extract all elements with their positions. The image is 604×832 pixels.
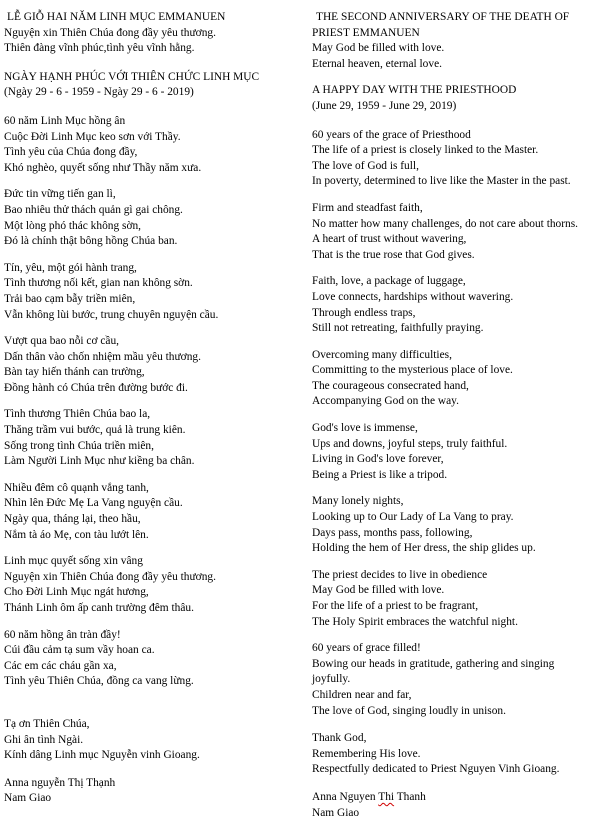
en-heading-dates: (June 29, 1959 - June 29, 2019): [312, 99, 457, 112]
verse-line: Days pass, months pass, following,: [312, 526, 473, 539]
verse-line: Tình thương Thiên Chúa bao la,: [4, 408, 151, 421]
verse-line: Bàn tay hiến thánh can trường,: [4, 366, 145, 379]
verse-line: Being a Priest is like a tripod.: [312, 468, 448, 481]
en-stanza-2: [312, 201, 600, 263]
verse-line: Kính dâng Linh mục Nguyễn vinh Gioang.: [4, 749, 200, 762]
en-title-line: PRIEST EMMANUEN: [312, 26, 420, 39]
verse-line: Still not retreating, faithfully praying.: [312, 322, 484, 335]
verse-line: Firm and steadfast faith,: [312, 201, 423, 214]
vi-title-block: [4, 10, 300, 57]
en-stanza-8: [312, 641, 600, 719]
verse-line: Respectfully dedicated to Priest Nguyen Vinh Gioang.: [312, 763, 560, 776]
en-stanza-4: [312, 348, 600, 410]
verse-line: Overcoming many difficulties,: [312, 348, 452, 361]
vi-heading-dates: (Ngày 29 - 6 - 1959 - Ngày 29 - 6 - 2019): [4, 86, 194, 99]
verse-line: Làm Người Linh Mục như kiềng ba chân.: [4, 455, 195, 468]
en-stanza-7: [312, 568, 600, 630]
english-column: [312, 10, 600, 832]
vi-dedication: [4, 717, 300, 764]
en-stanza-1: [312, 128, 600, 190]
vi-stanza-3: [4, 261, 300, 323]
verse-line: Thăng trầm vui bước, quả là trung kiên.: [4, 424, 186, 437]
verse-line: Through endless traps,: [312, 306, 416, 319]
verse-line: Tình thương nối kết, gian nan không sờn.: [4, 277, 193, 290]
verse-line: Nắm tà áo Mẹ, con tàu lướt lên.: [4, 528, 149, 541]
verse-line: Thank God,: [312, 732, 367, 745]
verse-line: A heart of trust without wavering,: [312, 233, 467, 246]
vi-stanza-7: [4, 554, 300, 616]
verse-line: Dấn thân vào chốn nhiệm mầu yêu thương.: [4, 350, 201, 363]
verse-line: The love of God, singing loudly in unison.: [312, 704, 506, 717]
verse-line: May God be filled with love.: [312, 584, 445, 597]
verse-line: For the life of a priest to be fragrant,: [312, 600, 479, 612]
author-name: Anna Nguyen Thi Thanh: [312, 790, 426, 803]
verse-line: Tín, yêu, một gói hành trang,: [4, 261, 137, 274]
vi-title: LỄ GIỖ HAI NĂM LINH MỤC EMMANUEN: [7, 11, 226, 23]
author-pen-name: Nam Giao: [4, 792, 52, 805]
en-signature: [312, 790, 600, 821]
en-title-line: May God be filled with love.: [312, 42, 445, 55]
verse-line: Committing to the mysterious place of love.: [312, 364, 513, 377]
verse-line: Tình yêu Thiên Chúa, đồng ca vang lừng.: [4, 675, 194, 688]
verse-line: Các em các cháu gần xa,: [4, 659, 117, 672]
verse-line: Remembering His love.: [312, 747, 421, 760]
en-title: THE SECOND ANNIVERSARY OF THE DEATH OF: [316, 11, 570, 23]
vi-heading: [4, 70, 300, 101]
verse-line: The life of a priest is closely linked to the Master.: [312, 144, 539, 157]
en-title-block: [312, 10, 600, 72]
verse-line: No matter how many challenges, do not care about thorns.: [312, 217, 579, 230]
verse-line: Nguyện xin Thiên Chúa đong đầy yêu thương.: [4, 570, 216, 583]
verse-line: Bowing our heads in gratitude, gathering and singing: [312, 657, 555, 670]
verse-line: Cuộc Đời Linh Mục keo sơn với Thầy.: [4, 130, 181, 143]
vi-title-line: Nguyện xin Thiên Chúa đong đầy yêu thương.: [4, 26, 216, 39]
verse-line: Ghi ân tình Ngài.: [4, 733, 84, 746]
verse-line: 60 năm hồng ân tràn đầy!: [4, 628, 121, 641]
verse-line: The Holy Spirit embraces the watchful night.: [312, 615, 518, 628]
verse-line: Bao nhiêu thử thách quản gì gai chông.: [4, 203, 183, 216]
verse-line: The priest decides to live in obedience: [312, 568, 488, 581]
verse-line: Thánh Linh ôm ấp canh trường đêm thâu.: [4, 602, 194, 614]
vi-stanza-5: [4, 407, 300, 469]
verse-line: Trải bao cạm bẫy triền miên,: [4, 292, 136, 305]
en-stanza-6: [312, 494, 600, 556]
verse-line: Children near and far,: [312, 688, 412, 701]
vi-stanza-4: [4, 334, 300, 396]
verse-line: Ups and downs, joyful steps, truly faithful.: [312, 437, 508, 450]
vi-heading-title: NGÀY HẠNH PHÚC VỚI THIÊN CHỨC LINH MỤC: [4, 70, 260, 83]
verse-line: Cúi đầu cảm tạ sum vầy hoan ca.: [4, 644, 155, 657]
verse-line: The courageous consecrated hand,: [312, 379, 469, 392]
vi-stanza-2: [4, 187, 300, 249]
verse-line: Love connects, hardships without wavering.: [312, 290, 514, 303]
verse-line: Nhìn lên Đức Mẹ La Vang nguyện cầu.: [4, 497, 183, 510]
verse-line: Holding the hem of Her dress, the ship glides up.: [312, 542, 536, 555]
verse-line: Living in God's love forever,: [312, 453, 444, 466]
verse-line: That is the true rose that God gives.: [312, 248, 475, 261]
verse-line: Nhiều đêm cô quạnh vắng tanh,: [4, 481, 149, 494]
vi-stanza-8: [4, 628, 300, 690]
author-name: Anna nguyễn Thị Thạnh: [4, 776, 116, 789]
verse-line: Ngày qua, tháng lại, theo hầu,: [4, 513, 141, 526]
vietnamese-column: [4, 10, 300, 818]
verse-line: joyfully.: [312, 673, 351, 686]
verse-line: Tình yêu của Chúa đong đầy,: [4, 146, 138, 159]
vi-signature: [4, 776, 300, 807]
verse-line: Một lòng phó thác không sờn,: [4, 219, 142, 232]
en-heading-title: A HAPPY DAY WITH THE PRIESTHOOD: [312, 84, 517, 97]
verse-line: Many lonely nights,: [312, 495, 404, 508]
vi-stanza-6: [4, 481, 300, 543]
verse-line: Accompanying God on the way.: [312, 395, 459, 408]
verse-line: Looking up to Our Lady of La Vang to pray.: [312, 511, 514, 524]
verse-line: 60 years of the grace of Priesthood: [312, 128, 471, 141]
verse-line: Đức tin vững tiến gan lì,: [4, 188, 116, 201]
verse-line: Linh mục quyết sống xin vâng: [4, 555, 143, 568]
verse-line: God's love is immense,: [312, 422, 418, 435]
verse-line: Đồng hành có Chúa trên đường bước đi.: [4, 381, 188, 394]
vi-title-line: Thiên đàng vĩnh phúc,tình yêu vĩnh hằng.: [4, 42, 195, 55]
verse-line: Sống trong tình Chúa triền miên,: [4, 439, 154, 452]
verse-line: 60 năm Linh Mục hồng ân: [4, 114, 126, 127]
verse-line: 60 years of grace filled!: [312, 642, 421, 655]
verse-line: In poverty, determined to live like the Master in the past.: [312, 175, 571, 188]
en-heading: [312, 83, 600, 114]
author-pen-name: Nam Giao: [312, 806, 360, 819]
verse-line: Tạ ơn Thiên Chúa,: [4, 717, 90, 730]
verse-line: Cho Đời Linh Mục ngát hương,: [4, 586, 149, 599]
vi-stanza-1: [4, 114, 300, 176]
verse-line: Vượt qua bao nỗi cơ cầu,: [4, 335, 120, 348]
en-stanza-5: [312, 421, 600, 483]
en-stanza-3: [312, 274, 600, 336]
verse-line: Vẫn không lùi bước, trung chuyên nguyện cầu.: [4, 308, 219, 321]
en-title-line: Eternal heaven, eternal love.: [312, 57, 442, 70]
verse-line: Faith, love, a package of luggage,: [312, 275, 466, 288]
verse-line: Đó là chính thật bông hồng Chúa ban.: [4, 235, 178, 248]
verse-line: Khó nghèo, quyết sống như Thầy năm xưa.: [4, 161, 202, 174]
en-dedication: [312, 731, 600, 778]
verse-line: The love of God is full,: [312, 159, 419, 172]
